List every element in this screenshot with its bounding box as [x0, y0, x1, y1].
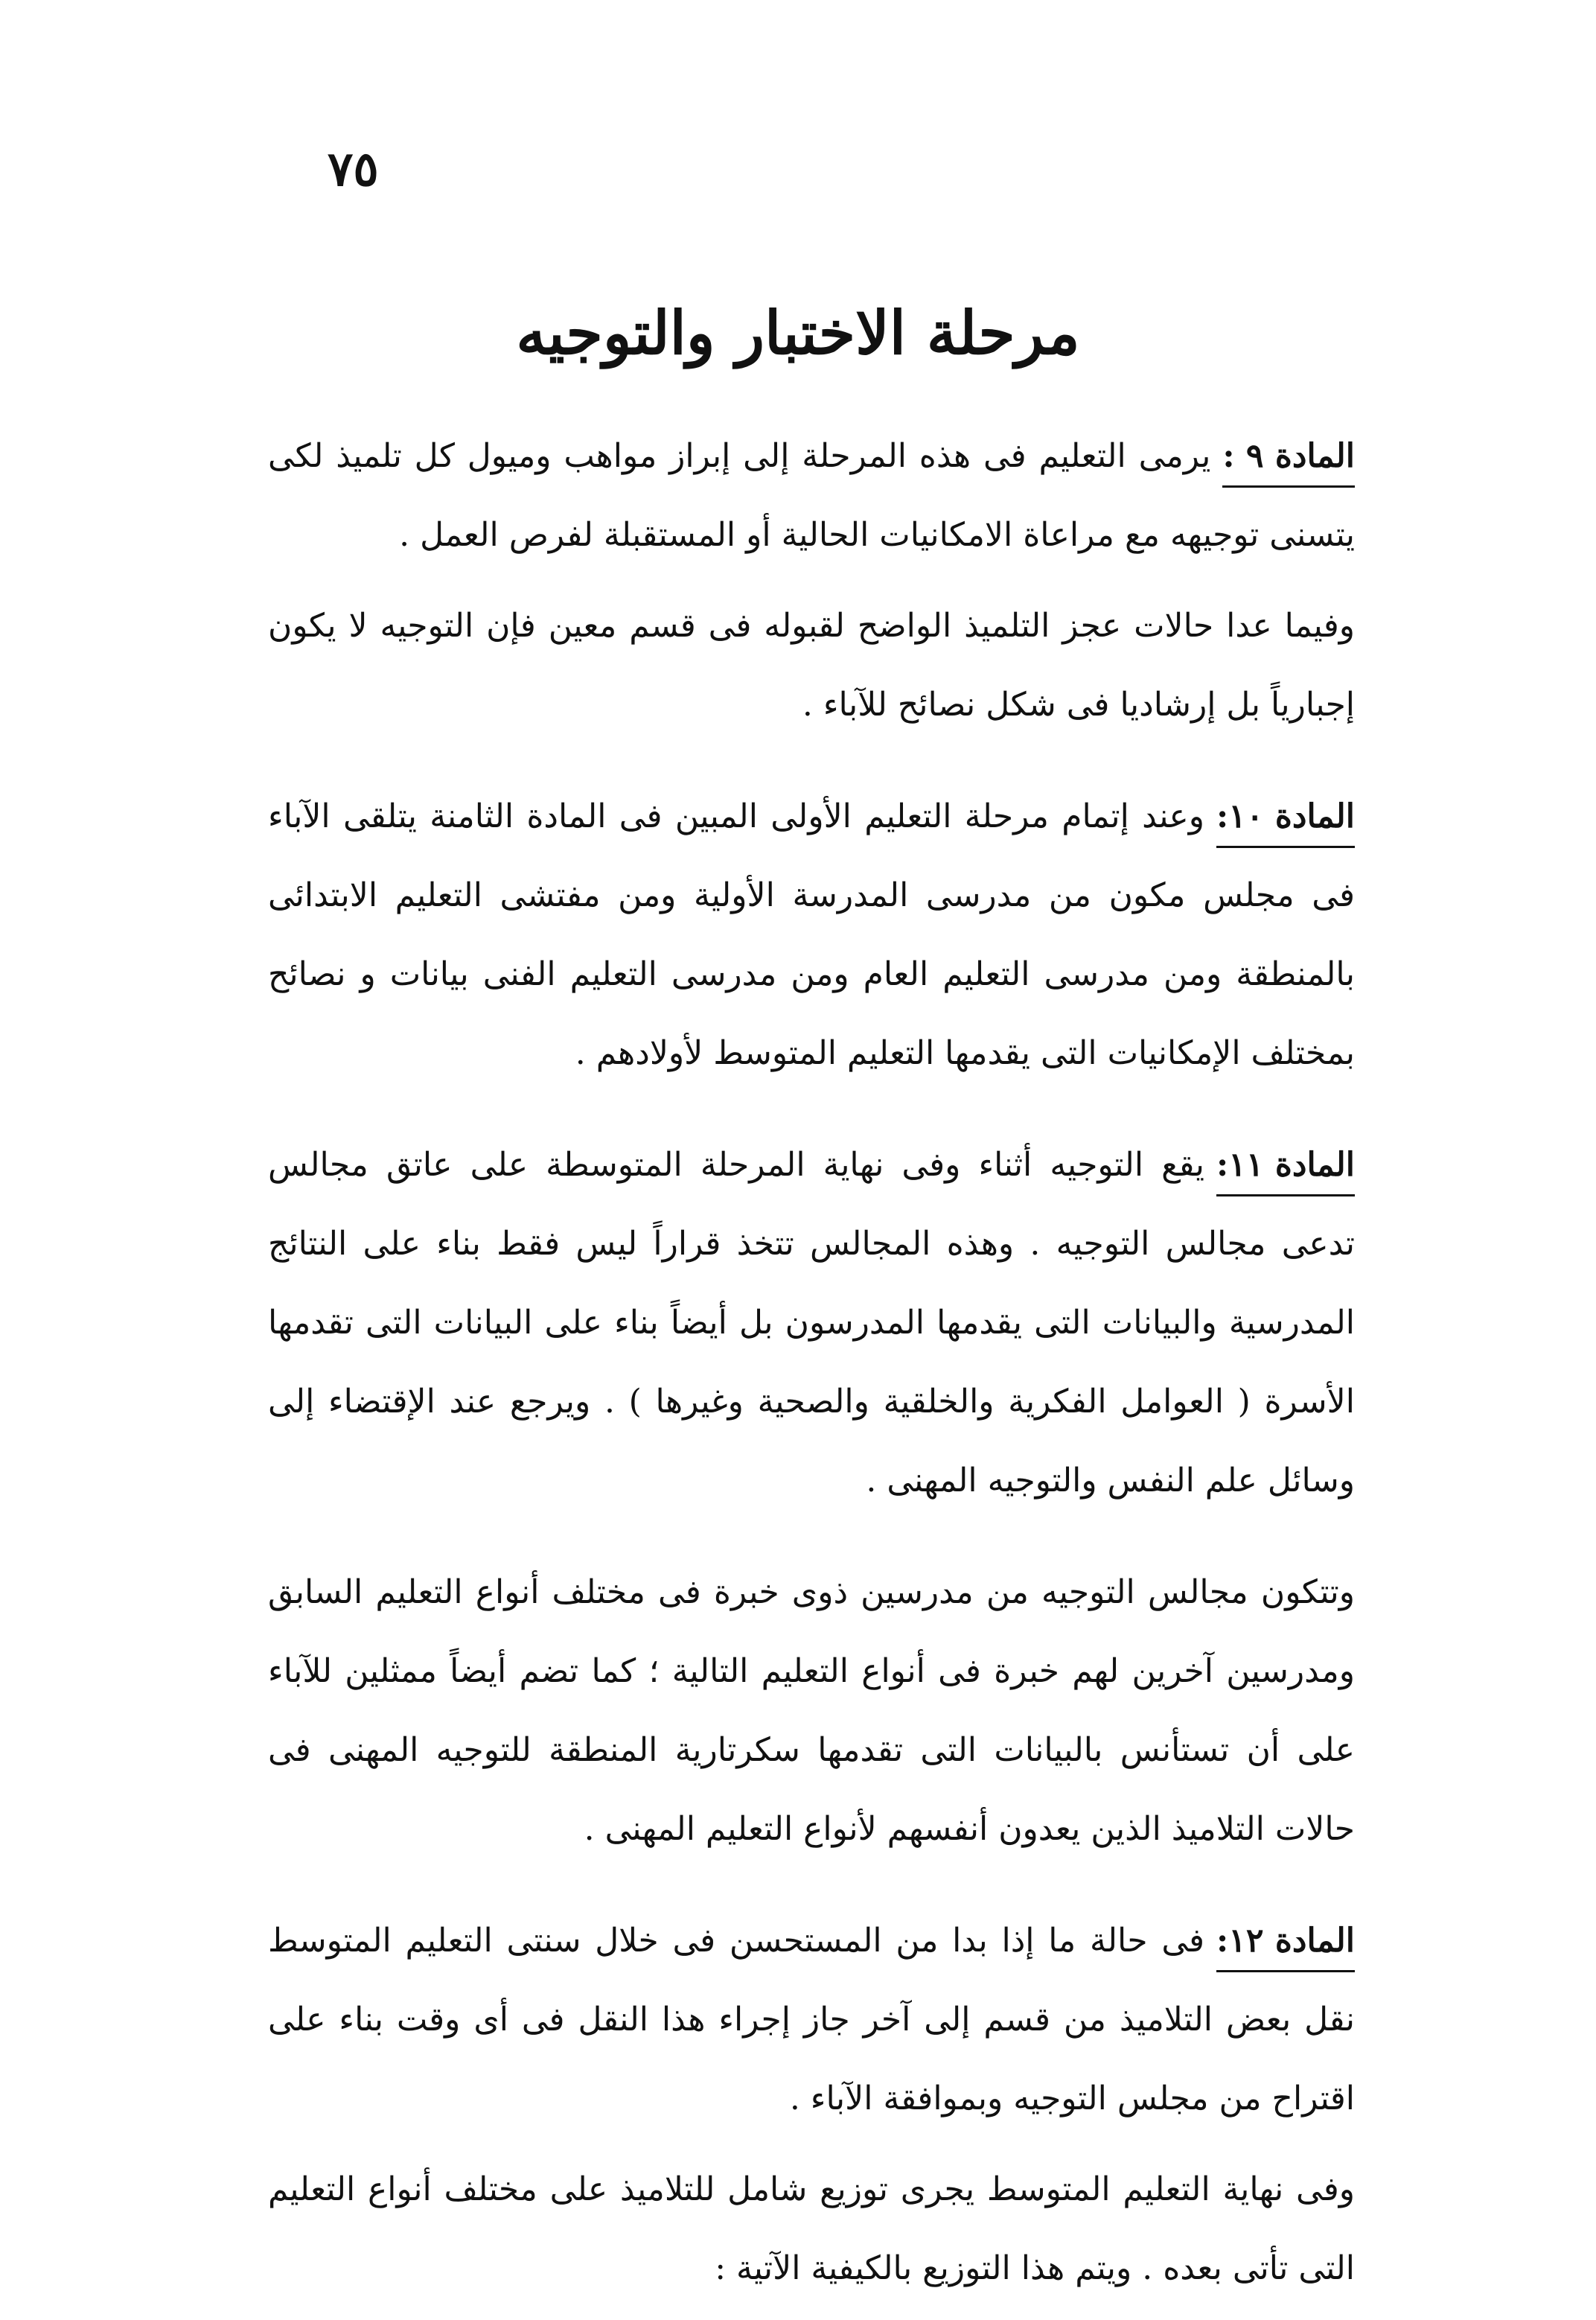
- paragraph-text: يرمى التعليم فى هذه المرحلة إلى إبراز مواهب وميول كل تلميذ لكى يتسنى توجيهه مع مراعاة الامكانيات الحالية أو المستقبلة لفرص العمل .: [268, 437, 1355, 554]
- article-label: المادة ١١:: [1216, 1136, 1355, 1196]
- page-number: ٧٥: [328, 141, 379, 197]
- article-11-continuation-paragraph: [268, 1553, 1355, 1869]
- paragraph-text: وعند إتمام مرحلة التعليم الأولى المبين فى المادة الثامنة يتلقى الآباء فى مجلس مكون من مدرسى المدرسة الأولية ومن مفتشى التعليم الابتدائى بالمنطقة ومن مدرسى التعليم العام ومن مدرسى التعليم الفنى بيانات و نصائح بمختلف الإمكانيات التى يقدمها التعليم المتوسط لأولادهم .: [268, 797, 1355, 1072]
- article-11-paragraph: [268, 1126, 1355, 1520]
- document-body: [268, 417, 1355, 2320]
- article-9-paragraph: [268, 417, 1355, 575]
- paragraph-text: فى حالة ما إذا بدا من المستحسن فى خلال سنتى التعليم المتوسط نقل بعض التلاميذ من قسم إلى آخر جاز إجراء هذا النقل فى أى وقت بناء على اقتراح من مجلس التوجيه وبموافقة الآباء .: [268, 1922, 1355, 2117]
- paragraph-text: وفى نهاية التعليم المتوسط يجرى توزيع شامل للتلاميذ على مختلف أنواع التعليم التى تأتى بعده . ويتم هذا التوزيع بالكيفية الآتية :: [268, 2170, 1355, 2287]
- paragraph-text: يقع التوجيه أثناء وفى نهاية المرحلة المتوسطة على عاتق مجالس تدعى مجالس التوجيه . وهذه المجالس تتخذ قراراً ليس فقط بناء على النتائج المدرسية والبيانات التى يقدمها المدرسون بل أيضاً بناء على البيانات التى تقدمها الأسرة ( العوامل الفكرية والخلقية والصحية وغيرها ) . ويرجع عند الإقتضاء إلى وسائل علم النفس والتوجيه المهنى .: [268, 1146, 1355, 1500]
- article-9-continuation-paragraph: [268, 587, 1355, 745]
- paragraph-text: وتتكون مجالس التوجيه من مدرسين ذوى خبرة فى مختلف أنواع التعليم السابق ومدرسين آخرين لهم خبرة فى أنواع التعليم التالية ؛ كما تضم أيضاً ممثلين للآباء على أن تستأنس بالبيانات التى تقدمها سكرتارية المنطقة للتوجيه المهنى فى حالات التلاميذ الذين يعدون أنفسهم لأنواع التعليم المهنى .: [268, 1573, 1355, 1848]
- article-10-paragraph: [268, 777, 1355, 1093]
- article-label: المادة ١٠:: [1216, 788, 1355, 848]
- article-12-paragraph: [268, 1902, 1355, 2138]
- article-label: المادة ١٢:: [1216, 1912, 1355, 1972]
- paragraph-text: وفيما عدا حالات عجز التلميذ الواضح لقبوله فى قسم معين فإن التوجيه لا يكون إجبارياً بل إرشاديا فى شكل نصائح للآباء .: [268, 607, 1355, 724]
- article-label: المادة ٩ :: [1222, 427, 1355, 488]
- article-12-continuation-paragraph: [268, 2150, 1355, 2308]
- section-heading: مرحلة الاختبار والتوجيه: [516, 298, 1080, 368]
